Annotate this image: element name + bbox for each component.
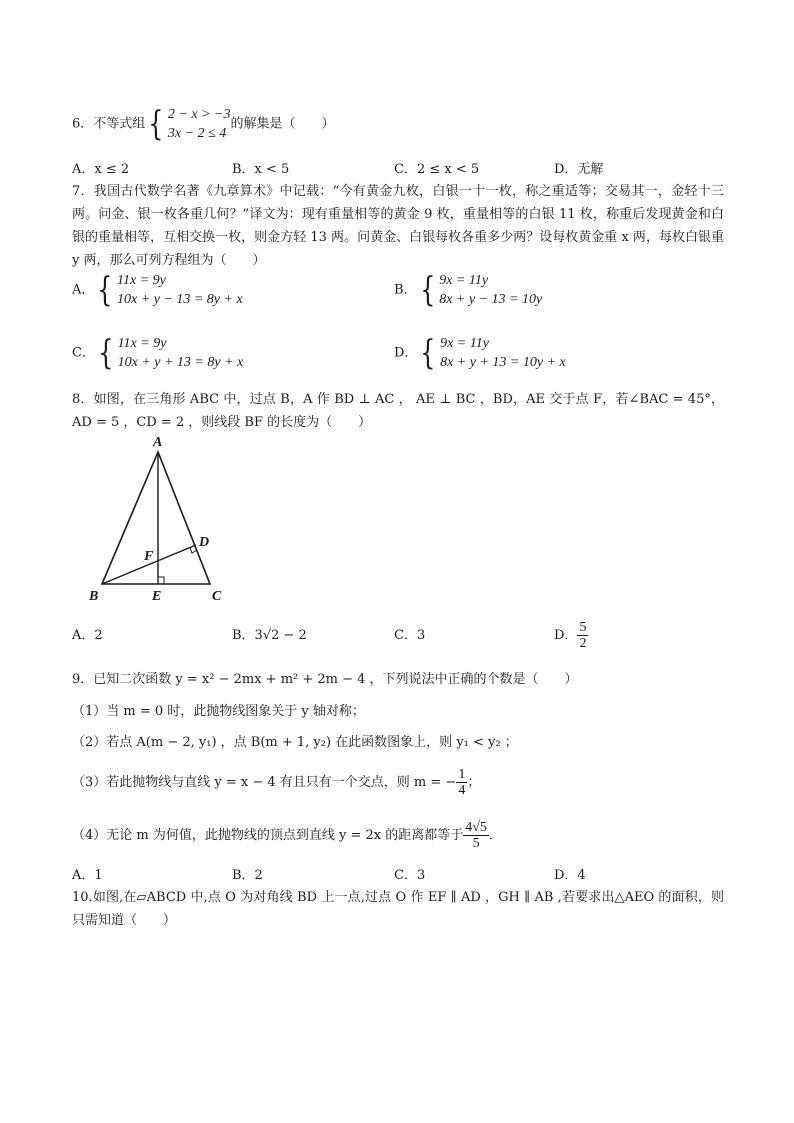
inequality-row-2: 3x − 2 ≤ 4 [167,126,227,141]
q9-option-c: C．3 [394,868,426,883]
triangle-abc [102,452,210,584]
label-a: A [153,435,163,450]
fraction-distance: $\frac{4√5}{5}$ [465,820,487,851]
inequality-row-1: 2 − x > −3 [167,107,231,122]
q9-statement-2: （2）若点 A(m − 2, y₁) ，点 B(m + 1, y₂) 在此函数图象上，则 y₁ < y₂ ； [72,735,518,750]
q9-statement-4: （4）无论 m 为何值，此抛物线的顶点到直线 y = 2x 的距离都等于 $\frac{4√5}{5}$ ． [72,820,502,851]
q9-option-b: B．2 [232,868,263,883]
q6-option-b: B．x < 5 [232,162,290,177]
left-brace: { [97,270,113,310]
label-b: B [89,589,99,604]
q8-option-d: D． $\frac{5}{2}$ [554,620,587,651]
left-brace: { [148,104,164,144]
question-9-text: 9．已知二次函数 y = x² − 2mx + m² + 2m − 4 ，下列说法中正确的个数是（ ） [72,672,578,687]
question-7-text: 7．我国古代数学名著《九章算术》中记载：“今有黄金九枚，白银一十一枚，称之重适等；交易其一，金轻十三两。问金、银一枚各重几何？”译文为：现有重量相等的黄金 9 枚，重量相等的白银 11 枚，称重后发现黄金和白银的重量相等，互相交换一枚，则金方轻 13 两。问黄金、白银每枚各重多少两？设每枚黄金重 x 两，每枚白银重 y 两，那么可列方程组为（ ） [72,184,724,268]
question-8-text: 8．如图，在三角形 ABC 中，过点 B，A 作 BD ⊥ AC ， AE ⊥ BC ，BD，AE 交于点 F，若∠BAC = 45°，AD = 5 ，CD = 2 ，则线段 BF 的长度为（ ） [72,392,724,430]
q8-option-c: C．3 [394,628,426,643]
question-6 [72,104,335,145]
q9-option-d: D．4 [554,868,586,883]
label-e: E [152,589,162,604]
q9-statement-1: （1）当 m = 0 时，此抛物线图象关于 y 轴对称； [72,704,365,719]
left-brace: { [420,333,436,373]
q9-statement-3: （3）若此抛物线与直线 y = x − 4 有且只有一个交点，则 m = − $\frac{1}{4}$ ； [72,767,481,798]
question-6-suffix: 的解集是（ ） [230,116,335,132]
q8-option-b: B．3√2 − 2 [232,628,307,643]
question-6-prefix: 6．不等式组 [72,116,146,132]
q6-option-c: C．2 ≤ x < 5 [394,162,480,177]
inequality-system [145,104,230,144]
question-10-text: 10.如图,在▱ABCD 中,点 O 为对角线 BD 上一点,过点 O 作 EF ∥ AD ，GH ∥ AB ,若要求出△AEO 的面积，则只需知道（ ） [72,890,724,928]
q9-option-a: A．1 [72,868,103,883]
q8-option-a: A．2 [72,628,103,643]
q7-option-d: D． { 9x = 11y 8x + y + 13 = 10y + x [394,333,566,373]
q7-option-a: A． { 11x = 9y 10x + y − 13 = 8y + x [72,270,243,310]
q7-option-b: B． { 9x = 11y 8x + y − 13 = 10y [394,270,543,310]
triangle-figure [72,432,252,612]
q6-option-d: D．无解 [554,162,604,177]
q7-option-c: C． { 11x = 9y 10x + y + 13 = 8y + x [72,333,244,373]
left-brace: { [98,333,114,373]
label-c: C [212,589,222,604]
q6-option-a: A．x ≤ 2 [72,162,130,177]
label-d: D [199,535,210,550]
right-angle-mark-e [158,577,164,584]
fraction-five-halves: $\frac{5}{2}$ [579,620,587,651]
left-brace: { [419,270,435,310]
fraction-one-quarter: $\frac{1}{4}$ [458,767,466,798]
label-f: F [144,549,154,564]
